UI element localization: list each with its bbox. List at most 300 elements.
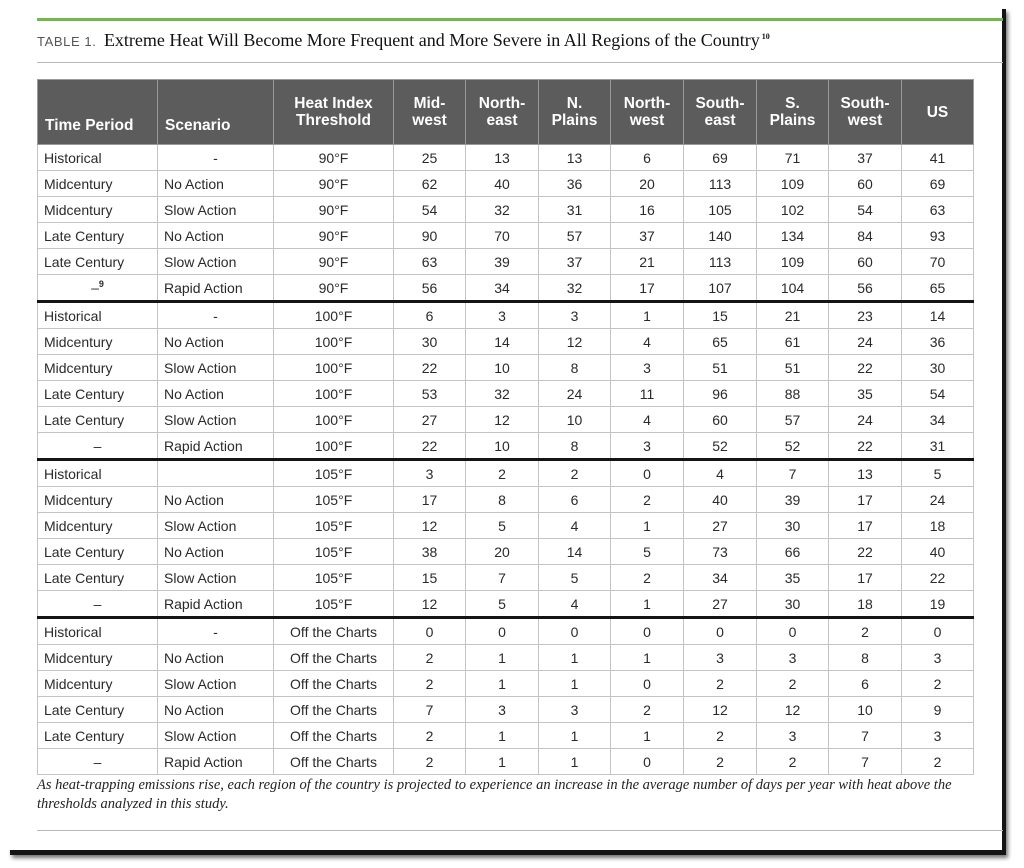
table-cell: 70	[902, 249, 974, 275]
column-header: Mid- west	[394, 80, 466, 145]
table-cell: -	[158, 618, 274, 645]
table-cell: Midcentury	[38, 671, 158, 697]
table-cell: No Action	[158, 329, 274, 355]
table-cell: 56	[829, 275, 902, 302]
table-cell: 2	[902, 671, 974, 697]
table-label: TABLE 1.	[37, 34, 97, 49]
table-cell: -	[158, 302, 274, 329]
table-cell: 20	[611, 171, 684, 197]
table-cell: 20	[466, 539, 539, 565]
table-cell: 1	[539, 749, 611, 775]
table-cell: 69	[684, 145, 757, 171]
table-cell: 5	[539, 565, 611, 591]
table-cell: 105°F	[274, 591, 394, 618]
column-header: Time Period	[38, 80, 158, 145]
table-cell: 3	[466, 302, 539, 329]
table-cell: Slow Action	[158, 407, 274, 433]
table-cell: 60	[829, 171, 902, 197]
table-cell: Slow Action	[158, 355, 274, 381]
table-cell: 2	[684, 671, 757, 697]
table-cell: 10	[829, 697, 902, 723]
table-cell: 12	[466, 407, 539, 433]
table-cell: 96	[684, 381, 757, 407]
table-cell: 2	[394, 749, 466, 775]
table-cell: 60	[684, 407, 757, 433]
column-header: North- west	[611, 80, 684, 145]
table-row	[38, 171, 974, 197]
table-cell: 39	[757, 487, 829, 513]
table-cell: Historical	[38, 302, 158, 329]
table-cell: Late Century	[38, 723, 158, 749]
table-cell: 84	[829, 223, 902, 249]
table-cell: 1	[466, 671, 539, 697]
table-cell: Midcentury	[38, 513, 158, 539]
heat-days-table	[37, 79, 974, 775]
table-cell: 17	[829, 565, 902, 591]
table-cell: 1	[539, 723, 611, 749]
table-cell: 1	[611, 723, 684, 749]
table-row	[38, 329, 974, 355]
table-cell: 40	[684, 487, 757, 513]
table-cell: Slow Action	[158, 513, 274, 539]
table-cell: 14	[466, 329, 539, 355]
table-cell: 10	[466, 355, 539, 381]
table-cell: 61	[757, 329, 829, 355]
table-cell: –	[38, 433, 158, 460]
table-cell: Historical	[38, 460, 158, 487]
table-cell: 102	[757, 197, 829, 223]
table-footnote: As heat-trapping emissions rise, each region of the country is projected to experience an increase in the average number of days per year with heat above the thresholds analyzed in this study.	[37, 777, 952, 812]
table-cell: 34	[684, 565, 757, 591]
table-cell: 0	[394, 618, 466, 645]
table-cell: 4	[611, 407, 684, 433]
column-header: US	[902, 80, 974, 145]
table-cell: 4	[684, 460, 757, 487]
table-cell: 2	[539, 460, 611, 487]
table-cell: 12	[394, 591, 466, 618]
table-cell: 70	[466, 223, 539, 249]
column-header: N. Plains	[539, 80, 611, 145]
table-cell: 105°F	[274, 539, 394, 565]
table-row	[38, 381, 974, 407]
table-cell: 53	[394, 381, 466, 407]
table-cell: 7	[394, 697, 466, 723]
table-cell: Rapid Action	[158, 275, 274, 302]
table-cell: 8	[539, 355, 611, 381]
table-cell: 2	[394, 645, 466, 671]
table-row	[38, 145, 974, 171]
table-cell: 18	[902, 513, 974, 539]
table-cell: 13	[829, 460, 902, 487]
table-cell: 5	[466, 513, 539, 539]
column-header: South- east	[684, 80, 757, 145]
table-cell: 22	[394, 433, 466, 460]
table-cell: 90°F	[274, 249, 394, 275]
table-cell: 5	[466, 591, 539, 618]
table-header	[38, 80, 974, 145]
table-row	[38, 671, 974, 697]
table-cell: No Action	[158, 487, 274, 513]
table-cell: 17	[829, 513, 902, 539]
footer-divider	[37, 830, 1003, 831]
column-header: Scenario	[158, 80, 274, 145]
table-row	[38, 749, 974, 775]
table-cell: 52	[684, 433, 757, 460]
table-cell: 54	[902, 381, 974, 407]
table-cell: 8	[466, 487, 539, 513]
table-cell: 31	[902, 433, 974, 460]
table-cell: 34	[466, 275, 539, 302]
table-cell: Late Century	[38, 249, 158, 275]
table-cell: Off the Charts	[274, 723, 394, 749]
table-cell: 21	[611, 249, 684, 275]
table-cell: No Action	[158, 539, 274, 565]
table-cell: 66	[757, 539, 829, 565]
table-cell: 32	[466, 381, 539, 407]
table-cell: 17	[394, 487, 466, 513]
table-cell: 0	[539, 618, 611, 645]
table-cell: Slow Action	[158, 671, 274, 697]
table-cell: 16	[611, 197, 684, 223]
table-cell: 2	[611, 697, 684, 723]
table-cell: 7	[466, 565, 539, 591]
table-cell: Historical	[38, 145, 158, 171]
table-cell: 9	[902, 697, 974, 723]
table-cell: 2	[757, 749, 829, 775]
table-cell: 36	[902, 329, 974, 355]
table-cell: 14	[902, 302, 974, 329]
table-row	[38, 355, 974, 381]
table-cell: 22	[902, 565, 974, 591]
table-cell: 2	[684, 749, 757, 775]
table-cell: 54	[394, 197, 466, 223]
table-cell: 109	[757, 171, 829, 197]
table-cell: 19	[902, 591, 974, 618]
table-cell: 14	[539, 539, 611, 565]
table-cell: 71	[757, 145, 829, 171]
table-cell: 3	[902, 723, 974, 749]
table-cell: 0	[611, 618, 684, 645]
table-cell: 2	[902, 749, 974, 775]
table-cell: Midcentury	[38, 171, 158, 197]
table-cell: 24	[902, 487, 974, 513]
table-cell: 69	[902, 171, 974, 197]
table-cell: Midcentury	[38, 329, 158, 355]
table-cell: 60	[829, 249, 902, 275]
row-footnote-ref: 9	[98, 279, 104, 290]
table-cell: 88	[757, 381, 829, 407]
table-cell: 3	[539, 302, 611, 329]
table-cell: No Action	[158, 381, 274, 407]
table-cell: 6	[829, 671, 902, 697]
table-cell: 1	[611, 591, 684, 618]
table-cell: 1	[466, 723, 539, 749]
table-cell: 27	[684, 513, 757, 539]
table-cell: 1	[611, 513, 684, 539]
table-cell: 13	[466, 145, 539, 171]
table-cell: 8	[539, 433, 611, 460]
table-row	[38, 565, 974, 591]
table-cell: 30	[757, 513, 829, 539]
column-header: S. Plains	[757, 80, 829, 145]
table-row	[38, 460, 974, 487]
table-row	[38, 223, 974, 249]
table-cell: Midcentury	[38, 645, 158, 671]
table-cell: 52	[757, 433, 829, 460]
table-cell: 2	[684, 723, 757, 749]
table-cell: 2	[611, 565, 684, 591]
table-cell: 0	[611, 671, 684, 697]
table-cell: 3	[757, 723, 829, 749]
table-cell: 105°F	[274, 460, 394, 487]
table-cell: 10	[539, 407, 611, 433]
table-cell: 24	[539, 381, 611, 407]
table-cell: 17	[611, 275, 684, 302]
table-cell: Slow Action	[158, 249, 274, 275]
table-title	[104, 30, 770, 50]
table-cell: –$^9$	[38, 275, 158, 302]
table-cell: 0	[466, 618, 539, 645]
table-cell: 0	[902, 618, 974, 645]
table-cell: 7	[829, 723, 902, 749]
table-cell: 63	[394, 249, 466, 275]
table-cell: 41	[902, 145, 974, 171]
table-cell: 38	[394, 539, 466, 565]
table-cell: 105°F	[274, 513, 394, 539]
table-cell: 4	[539, 591, 611, 618]
table-cell: 35	[757, 565, 829, 591]
table-cell: 3	[684, 645, 757, 671]
table-cell: 35	[829, 381, 902, 407]
table-cell: 109	[757, 249, 829, 275]
table-cell: 2	[757, 671, 829, 697]
table-cell: Late Century	[38, 381, 158, 407]
table-cell: 3	[757, 645, 829, 671]
table-cell: 2	[394, 723, 466, 749]
caption-divider	[37, 62, 1003, 63]
table-cell: 57	[539, 223, 611, 249]
table-cell: 7	[757, 460, 829, 487]
table-cell: 1	[539, 671, 611, 697]
table-cell: 31	[539, 197, 611, 223]
table-cell: Slow Action	[158, 565, 274, 591]
table-cell: 8	[829, 645, 902, 671]
table-cell: 37	[829, 145, 902, 171]
table-cell: 3	[466, 697, 539, 723]
table-caption	[37, 30, 1003, 62]
table-cell: 1	[466, 749, 539, 775]
table-cell: 105	[684, 197, 757, 223]
table-cell: 2	[611, 487, 684, 513]
table-row	[38, 645, 974, 671]
table-cell: Off the Charts	[274, 671, 394, 697]
table-cell: 32	[539, 275, 611, 302]
table-cell: 104	[757, 275, 829, 302]
column-header: South- west	[829, 80, 902, 145]
table-cell: 100°F	[274, 302, 394, 329]
table-cell: 5	[611, 539, 684, 565]
table-cell: 3	[394, 460, 466, 487]
table-cell: -	[158, 145, 274, 171]
table-cell: 134	[757, 223, 829, 249]
table-cell: 2	[394, 671, 466, 697]
column-header: Heat Index Threshold	[274, 80, 394, 145]
table-cell: 24	[829, 407, 902, 433]
table-row	[38, 539, 974, 565]
table-row	[38, 302, 974, 329]
table-cell: 1	[539, 645, 611, 671]
table-cell: 15	[394, 565, 466, 591]
table-cell: 17	[829, 487, 902, 513]
table-cell: 1	[611, 645, 684, 671]
table-cell: 23	[829, 302, 902, 329]
table-body	[38, 145, 974, 775]
table-cell: 65	[902, 275, 974, 302]
table-cell: 11	[611, 381, 684, 407]
table-cell: 22	[829, 355, 902, 381]
table-cell: 27	[394, 407, 466, 433]
table-cell: Midcentury	[38, 197, 158, 223]
table-cell: 63	[902, 197, 974, 223]
footnote-ref: 10	[761, 32, 770, 41]
table-cell: 34	[902, 407, 974, 433]
table-row	[38, 433, 974, 460]
table-cell: 51	[757, 355, 829, 381]
table-cell: 113	[684, 249, 757, 275]
table-cell: 1	[611, 302, 684, 329]
table-cell: 24	[829, 329, 902, 355]
table-cell: 10	[466, 433, 539, 460]
table-cell: 13	[539, 145, 611, 171]
table-cell	[158, 460, 274, 487]
table-cell: 2	[466, 460, 539, 487]
table-cell: Late Century	[38, 407, 158, 433]
table-cell: 30	[394, 329, 466, 355]
table-cell: 100°F	[274, 433, 394, 460]
table-cell: 25	[394, 145, 466, 171]
table-cell: Rapid Action	[158, 749, 274, 775]
table-cell: 90°F	[274, 145, 394, 171]
table-cell: 90°F	[274, 197, 394, 223]
table-cell: No Action	[158, 697, 274, 723]
table-cell: No Action	[158, 171, 274, 197]
table-cell: Off the Charts	[274, 697, 394, 723]
table-cell: Late Century	[38, 697, 158, 723]
table-cell: 65	[684, 329, 757, 355]
table-cell: 0	[684, 618, 757, 645]
table-cell: 51	[684, 355, 757, 381]
table-cell: Late Century	[38, 565, 158, 591]
table-cell: 12	[757, 697, 829, 723]
table-cell: 6	[394, 302, 466, 329]
table-cell: Rapid Action	[158, 591, 274, 618]
table-cell: 36	[539, 171, 611, 197]
table-cell: 73	[684, 539, 757, 565]
table-cell: 3	[611, 433, 684, 460]
table-cell: 140	[684, 223, 757, 249]
table-cell: Off the Charts	[274, 749, 394, 775]
table-cell: 22	[829, 539, 902, 565]
table-cell: Midcentury	[38, 355, 158, 381]
table-cell: 90°F	[274, 171, 394, 197]
table-cell: Slow Action	[158, 723, 274, 749]
table-row	[38, 591, 974, 618]
table-cell: –	[38, 749, 158, 775]
table-cell: 57	[757, 407, 829, 433]
table-cell: Midcentury	[38, 487, 158, 513]
table-cell: 2	[829, 618, 902, 645]
table-cell: 39	[466, 249, 539, 275]
table-cell: Late Century	[38, 539, 158, 565]
table-cell: 30	[902, 355, 974, 381]
table-cell: 1	[466, 645, 539, 671]
table-cell: 21	[757, 302, 829, 329]
table-cell: No Action	[158, 645, 274, 671]
table-cell: 22	[394, 355, 466, 381]
table-cell: Off the Charts	[274, 645, 394, 671]
table-cell: 0	[611, 749, 684, 775]
table-row	[38, 487, 974, 513]
table-cell: 0	[757, 618, 829, 645]
table-cell: 37	[539, 249, 611, 275]
table-cell: 27	[684, 591, 757, 618]
table-cell: 12	[394, 513, 466, 539]
table-row	[38, 275, 974, 302]
table-row	[38, 197, 974, 223]
table-cell: 100°F	[274, 407, 394, 433]
table-cell: 5	[902, 460, 974, 487]
table-cell: 100°F	[274, 329, 394, 355]
table-cell: Rapid Action	[158, 433, 274, 460]
table-cell: 90°F	[274, 223, 394, 249]
table-cell: 37	[611, 223, 684, 249]
accent-rule	[37, 18, 1003, 21]
table-cell: 3	[902, 645, 974, 671]
table-row	[38, 513, 974, 539]
table-cell: 62	[394, 171, 466, 197]
table-cell: 4	[611, 329, 684, 355]
table-cell: 15	[684, 302, 757, 329]
table-cell: 3	[611, 355, 684, 381]
table-row	[38, 697, 974, 723]
table-cell: Slow Action	[158, 197, 274, 223]
table-row	[38, 407, 974, 433]
table-cell: 18	[829, 591, 902, 618]
header-row	[38, 80, 974, 145]
column-header: North- east	[466, 80, 539, 145]
table-cell: 105°F	[274, 565, 394, 591]
table-cell: 22	[829, 433, 902, 460]
table-cell: –	[38, 591, 158, 618]
table-row	[38, 249, 974, 275]
table-cell: 0	[611, 460, 684, 487]
table-cell: 32	[466, 197, 539, 223]
table-cell: 90°F	[274, 275, 394, 302]
table-cell: 100°F	[274, 381, 394, 407]
table-cell: 40	[466, 171, 539, 197]
table-cell: 3	[539, 697, 611, 723]
table-cell: No Action	[158, 223, 274, 249]
table-cell: 90	[394, 223, 466, 249]
table-cell: 107	[684, 275, 757, 302]
table-cell: Late Century	[38, 223, 158, 249]
table-cell: Historical	[38, 618, 158, 645]
table-cell: 105°F	[274, 487, 394, 513]
table-title-text: Extreme Heat Will Become More Frequent and More Severe in All Regions of the Country	[103, 30, 760, 50]
table-cell: 30	[757, 591, 829, 618]
table-row	[38, 618, 974, 645]
table-cell: 113	[684, 171, 757, 197]
